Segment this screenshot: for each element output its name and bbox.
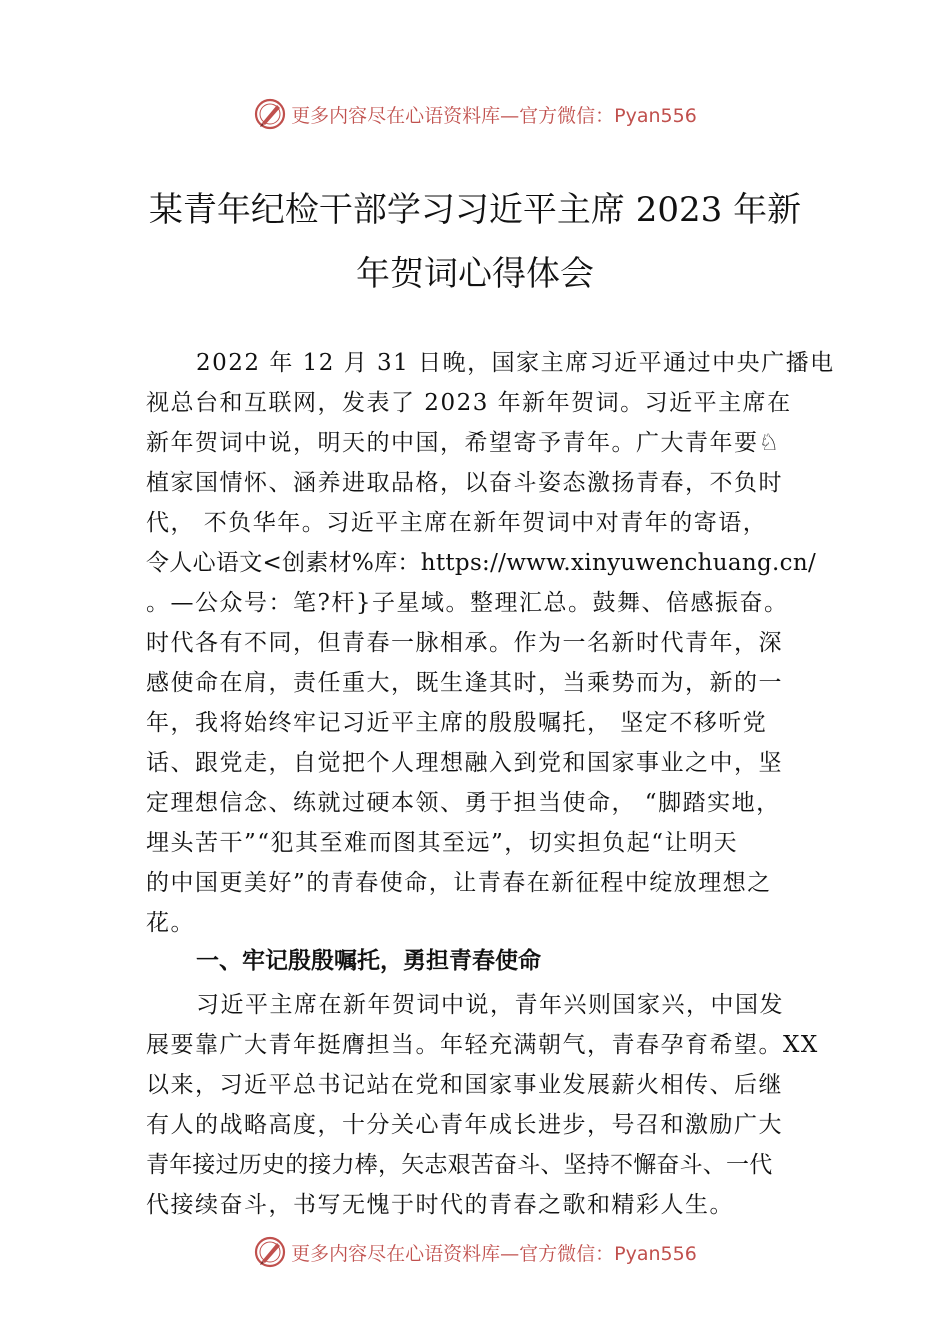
body-line: 以来，习近平总书记站在党和国家事业发展薪火相传、后继	[146, 1072, 783, 1098]
body-line: 新年贺词中说，明天的中国，希望寄予青年。广大青年要♘	[146, 430, 781, 456]
watermark-text: 更多内容尽在心语资料库—官方微信：Pyan556	[291, 104, 697, 127]
body-line: 青年接过历史的接力棒，矢志艰苦奋斗、坚持不懈奋斗、一代	[146, 1152, 773, 1178]
body-line: 代， 不负华年。习近平主席在新年贺词中对青年的寄语，	[146, 510, 768, 536]
body-line: 令人心语文<创素材%库：https://www.xinyuwenchuang.cn/	[146, 550, 817, 576]
section-heading: 一、牢记殷殷嘱托，勇担青春使命	[196, 948, 541, 974]
pen-logo-icon	[253, 1235, 287, 1269]
body-line: 代接续奋斗，书写无愧于时代的青春之歌和精彩人生。	[146, 1192, 734, 1218]
body-line: 的中国更美好”的青春使命，让青春在新征程中绽放理想之	[146, 870, 772, 896]
body-line: 视总台和互联网，发表了 2023 年新年贺词。习近平主席在	[146, 390, 792, 416]
document-title-line-1: 某青年纪检干部学习习近平主席 2023 年新	[148, 190, 802, 230]
body-line: 话、跟党走，自觉把个人理想融入到党和国家事业之中，坚	[146, 750, 783, 776]
body-line: 植家国情怀、涵养进取品格，以奋斗姿态激扬青春，不负时	[146, 470, 783, 496]
body-line: 习近平主席在新年贺词中说，青年兴则国家兴，中国发	[196, 992, 784, 1018]
document-title-line-2: 年贺词心得体会	[356, 254, 594, 294]
body-line: 展要靠广大青年挺膺担当。年轻充满朝气，青春孕育希望。XX	[146, 1032, 819, 1058]
body-line: 时代各有不同，但青春一脉相承。作为一名新时代青年，深	[146, 630, 783, 656]
body-line: 。—公众号：笔?杆}子星域。整理汇总。鼓舞、倍感振奋。	[146, 590, 789, 616]
body-line: 定理想信念、练就过硬本领、勇于担当使命， “脚踏实地，	[146, 790, 781, 816]
body-line: 有人的战略高度，十分关心青年成长进步，号召和激励广大	[146, 1112, 783, 1138]
pen-logo-icon	[253, 97, 287, 131]
body-line: 感使命在肩，责任重大，既生逢其时，当乘势而为，新的一	[146, 670, 783, 696]
watermark-wechat-id: Pyan556	[614, 104, 697, 127]
watermark-text: 更多内容尽在心语资料库—官方微信：Pyan556	[291, 1242, 697, 1265]
body-line: 花。	[146, 910, 195, 936]
body-line: 2022 年 12 月 31 日晚，国家主席习近平通过中央广播电	[196, 350, 835, 376]
watermark-wechat-id: Pyan556	[614, 1242, 697, 1265]
body-line: 年，我将始终牢记习近平主席的殷殷嘱托， 坚定不移听党	[146, 710, 768, 736]
body-line: 埋头苦干”“犯其至难而图其至远”，切实担负起“让明天	[146, 830, 739, 856]
watermark-banner-bottom	[0, 1232, 950, 1272]
watermark-banner-top	[0, 94, 950, 134]
